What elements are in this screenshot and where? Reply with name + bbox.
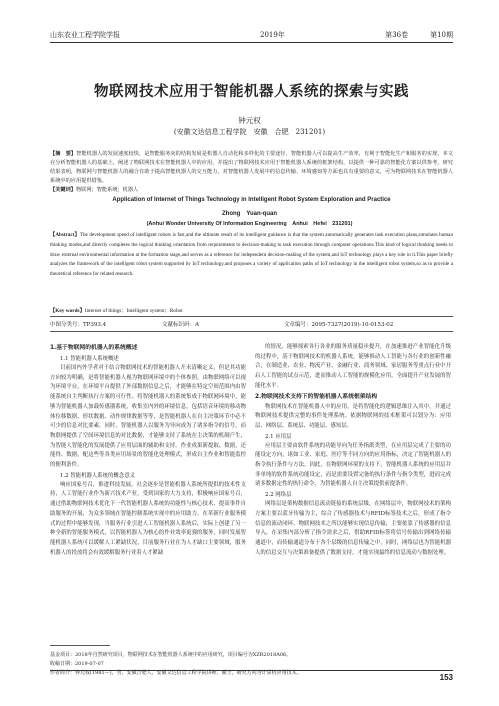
keywords-cn-label: 【关键词】 bbox=[50, 187, 76, 193]
abstract-en-text: The development speed of intelligent robots is fast,and the ultimate result of its intelligent guidance is that the system automatically generates task execution plans,simulates human thinking modes,and directly completes the logical thinking orientation from requirements to decision-making to task execution through computer operations.This kind of logical thinking needs to draw external environmental information at the formation stage,and serves as a reference for independent decision-making of the system,and IoT technology plays a key role in it.This paper briefly analyzes the framework of the intelligent robot system supported by IoT technology,and proposes a variety of application paths of IoT technology in the intelligent robot system,so as to provide a theoretical reference for related research. bbox=[50, 232, 453, 278]
abstract-cn-text: 智能机器人的发展速度较快，是智能服务向的结构发展是机器人自动化和多样化的主要途径，智能机器人可以提高生产效率，有利于智能化生产和服务的实现，本文在分析智能机器人的基础上，阐述了物联网技术在智能机器人中的应用，并提出了物联网技术应用于智能机器人系统的框架结构，以提供一种可靠的智能化方案以供参考，研究结果表明，物联网与智能机器人的融合有助于提高智能机器人的交互能力，对智能机器人发展中的信息传输、环境感知等方面也具有重要的意义，可为物联网技术在智能机器人系统中的应用提供借鉴。 bbox=[50, 151, 453, 184]
abstract-en-label: 【Abstract】 bbox=[50, 232, 80, 238]
body-paragraph: 响应国家号召，推进科技发展，社会逐步是智能机器人系统所提供的技术性支持，人工智能行业作为新兴技术产业，受到国家的大力支持，积极响应国家号召，通过借助物联网技术优化下一代智能机器人系统的功能性与核心技术，提高事件自助服务的开展，为众多领域在智能控制系统实现中的应用助力。在革新行业服务模式的过程中能够发现，当服务行业引进人工智能机器人系统后，实际上创建了另一种全新的智能服务模式，以智能机器人为核心的作业效率更强的服务，同时发展智能机器人系统可以缓解人工紧缺状况，目前服务行业在为人才缺口主要领域，服务机器人的投放将会有效缓解服务行业着人才紧缺 bbox=[50, 481, 246, 556]
section-heading: 1.1 智能机器人系统概述 bbox=[60, 356, 119, 362]
keywords-en-label: 【Key words】 bbox=[50, 308, 85, 314]
body-paragraph: 应用层主要由软件系统的功能导向为任务指派类型，在应用层完成了主要的功能设定方向，诸如工业、家庭、医疗等不同方向的应用指标，决定了智能机器人的指令执行条件与方法。因此，在物联网环境的支持下，智能机器人系统的应用层并非单纯的软件系统功能设定，而是需要设置完备的执行条件与指令类型，进而完成诸多数据定性的执行命令，为智能机器人自主决策提供前提条件。 bbox=[255, 442, 451, 488]
article-title: 物联网技术应用于智能机器人系统的探索与实践 bbox=[94, 84, 409, 100]
section-heading: 2.1 应用层 bbox=[265, 433, 292, 440]
body-column-right bbox=[255, 343, 451, 558]
affiliation-en: (Anhui Wonder University Of Information Engineering Anhui Hefei 231201) bbox=[146, 221, 353, 227]
journal-name: 山东农业工程学院学报 bbox=[50, 31, 120, 39]
keywords-cn-text: 物联网；智能系统；机器人 bbox=[75, 187, 139, 193]
journal-issue: 第10期 bbox=[430, 31, 453, 39]
body-paragraph: 目前国内外学者对于结合物联网技术的智能机器人开未清晰定义，但是其功能方向较为明确，是将智能机器人视为物联网环境中的个体参照，由物联网络可以视为环境平台，在环境平台提供了外部数据信息之后，才能够在特定空间范围内由智能系统自主判断执行方案的可行性。将智能机器人的系统集成于物联网环境中，能够为智能机器人加载传感器系统，收集室内外的环境信息，包括语音环境的移动物体位移数据、形状数据、动作规律数据等等，是智能机器人在自主决策环节中必不可少的信息对比要素。同时，智能机器人以服务为导向成为了诸多指令的信号，而物联网提供了空间环境信息的对比数据，才能够支持了系统在主决策的机制产生，为智能人智能化的发展提供了应用层面的辅助和支持。作业成果新提取、数据，还能得、数据。配这些等各类应用场景的智能化处理模式，形成自主作业和智能监控的便利条件。 bbox=[50, 365, 246, 469]
body-paragraph: 的情况，能够探索各行各业的服务质量稳步提升，在加速推进产业智能化升级的过程中，基于物联网技术的机器人系统，能够推动人工智能与各行业的创新性融合，在制造业、农业、物流产业、金融行业、商务领域、家居服务等重点行业中开启人工智能的试点示范，进而推动人工智能的规模化应用，全面提升产业发展的智能化水平。 bbox=[255, 344, 451, 389]
journal-volume: 第36卷 bbox=[385, 31, 409, 39]
bottom-divider bbox=[50, 670, 453, 671]
article-title-en: Application of Internet of Things Technology in Intelligent Robot System Exploration and Practice bbox=[112, 197, 391, 203]
article-number: 文章编号：2095-7327(2019)-10-0153-02 bbox=[284, 322, 394, 328]
clc-number: 中图分类号：TP393.4 bbox=[50, 322, 107, 328]
footnote-line: 收稿日期：2019-07-07 bbox=[50, 661, 104, 667]
keywords-cn bbox=[50, 186, 453, 193]
document-code: 文献标识码：A bbox=[162, 322, 199, 328]
section-heading: 1.2 智能机器人系统的概念意义 bbox=[60, 472, 135, 479]
abstract-cn bbox=[50, 150, 453, 186]
footnote-line: 作者简介：钟元权(1981—)，男，安徽合肥人，安徽文达信息工程学院讲师，硕士，研究方向为计算机应用技术。 bbox=[50, 670, 302, 676]
body-paragraph: 网络层是架构数据信息流动链接的系统层级，在网络层中，物联网技术的架构方案主要以蓝牙传输为主，综合了传感器技术与RFID标签技术之后，形成了指令信息的流动闭环。物联网技术之所以能够实现信息传输，主要依靠了传感器的信息导入，在采集内部分析了指令需求之后，借助RFID标签将信号传输出到网络传输通道中，而传输通道分布于各个层级的信息传输之中，同时，网络层也为智能机器人的信息交互与决策准备提供了数据支持，才能实现最终的信息流动与数据处理。 bbox=[255, 501, 451, 556]
page-number: 153 bbox=[439, 673, 453, 682]
author-en: Zhong Yuan-quan bbox=[222, 211, 277, 217]
body-paragraph: 物联网技术在智能机器人中的应用，是将智能化的逻辑思维注入其中，并通过物联网技术提供完整的事件处理系统。依据物联网的技术框架可以划分为：应用层、网络层、系统层、功能层、感知层。 bbox=[255, 403, 451, 429]
footnote-divider bbox=[50, 645, 110, 646]
author-cn: 钟元权 bbox=[238, 116, 261, 125]
body-column-left bbox=[50, 343, 246, 558]
running-header bbox=[50, 28, 453, 43]
keywords-en bbox=[50, 306, 453, 314]
abstract-en bbox=[50, 231, 453, 280]
journal-year: 2019年 bbox=[260, 31, 285, 39]
keywords-en-text: Internet of things；Intelligent system；Robot bbox=[84, 308, 183, 314]
section-heading: 1.基于物联网的机器人的系统概述 bbox=[50, 345, 138, 351]
section-heading: 2.物联网技术支持下的智能机器人系统框架结构 bbox=[255, 393, 378, 400]
footnotes bbox=[50, 651, 453, 678]
affiliation-cn: (安徽文达信息工程学院 安徽 合肥 231201) bbox=[173, 128, 326, 136]
abstract-cn-label: 【摘 要】 bbox=[50, 151, 77, 157]
classification-row bbox=[50, 316, 453, 332]
section-heading: 2.2 网络层 bbox=[265, 492, 292, 499]
footnote-line: 基金项目：2018年自然研究项目，物联网技术在智能机器人系统中的应用研究，项目编号为XZR2018A06。 bbox=[50, 652, 292, 658]
